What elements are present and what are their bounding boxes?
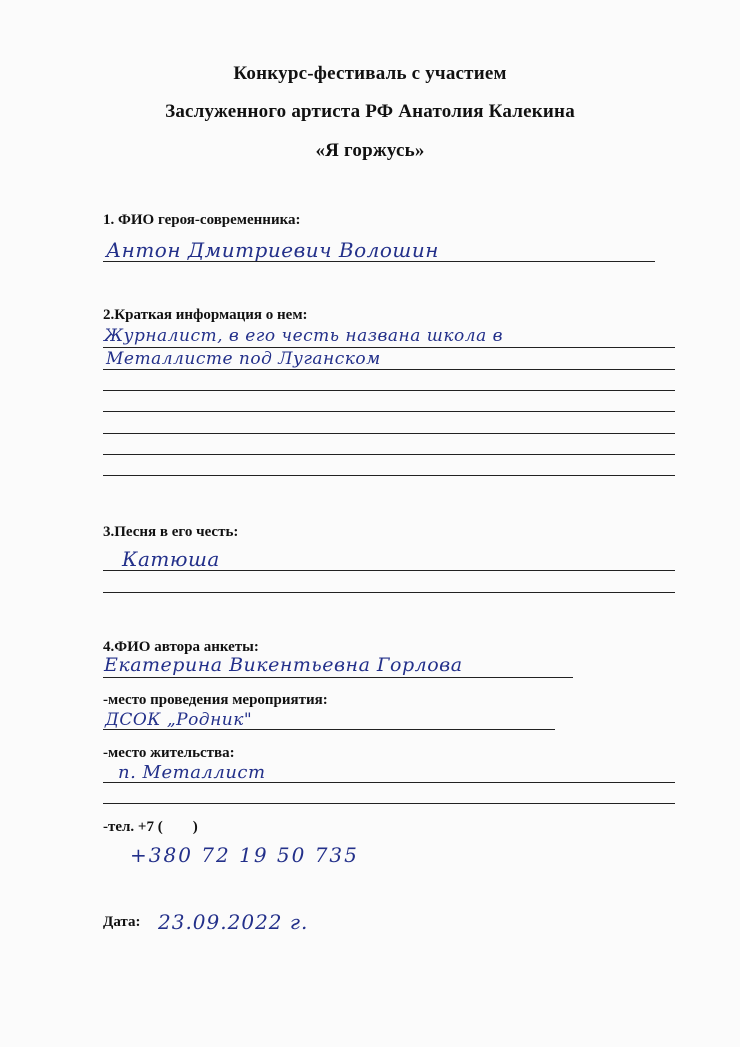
residence-line-2 xyxy=(103,803,675,804)
venue-value: ДСОК „Родник" xyxy=(105,710,253,730)
residence-label: -место жительства: xyxy=(103,745,235,761)
phone-label: -тел. +7 ( ) xyxy=(103,819,198,835)
info-line-1 xyxy=(103,347,675,348)
author-value: Екатерина Викентьевна Горлова xyxy=(104,654,463,676)
hero-name-value: Антон Дмитриевич Волошин xyxy=(106,238,439,262)
info-value-line-2: Металлисте под Луганском xyxy=(106,349,381,369)
hero-name-line xyxy=(103,261,655,262)
author-label: 4.ФИО автора анкеты: xyxy=(103,639,259,655)
info-label: 2.Краткая информация о нем: xyxy=(103,307,308,323)
residence-line-1 xyxy=(103,782,675,783)
song-value: Катюша xyxy=(122,547,220,571)
header-title-line-2: Заслуженного артиста РФ Анатолия Калекина xyxy=(165,101,575,122)
info-line-7 xyxy=(103,475,675,476)
song-line-2 xyxy=(103,592,675,593)
header-title-line-3: «Я горжусь» xyxy=(315,140,425,161)
date-label: Дата: xyxy=(103,914,141,930)
phone-value: +380 72 19 50 735 xyxy=(130,843,359,867)
venue-line xyxy=(103,729,555,730)
venue-label: -место проведения мероприятия: xyxy=(103,692,328,708)
hero-name-label: 1. ФИО героя-современника: xyxy=(103,212,301,228)
residence-value: п. Металлист xyxy=(118,762,266,783)
info-line-6 xyxy=(103,454,675,455)
date-value: 23.09.2022 г. xyxy=(158,910,309,934)
song-line-1 xyxy=(103,570,675,571)
info-line-3 xyxy=(103,390,675,391)
info-value-line-1: Журналист, в его честь названа школа в xyxy=(104,326,504,346)
info-line-2 xyxy=(103,369,675,370)
info-line-4 xyxy=(103,411,675,412)
info-line-5 xyxy=(103,433,675,434)
author-line xyxy=(103,677,573,678)
header-title-line-1: Конкурс-фестиваль с участием xyxy=(233,63,507,84)
song-label: 3.Песня в его честь: xyxy=(103,524,239,540)
